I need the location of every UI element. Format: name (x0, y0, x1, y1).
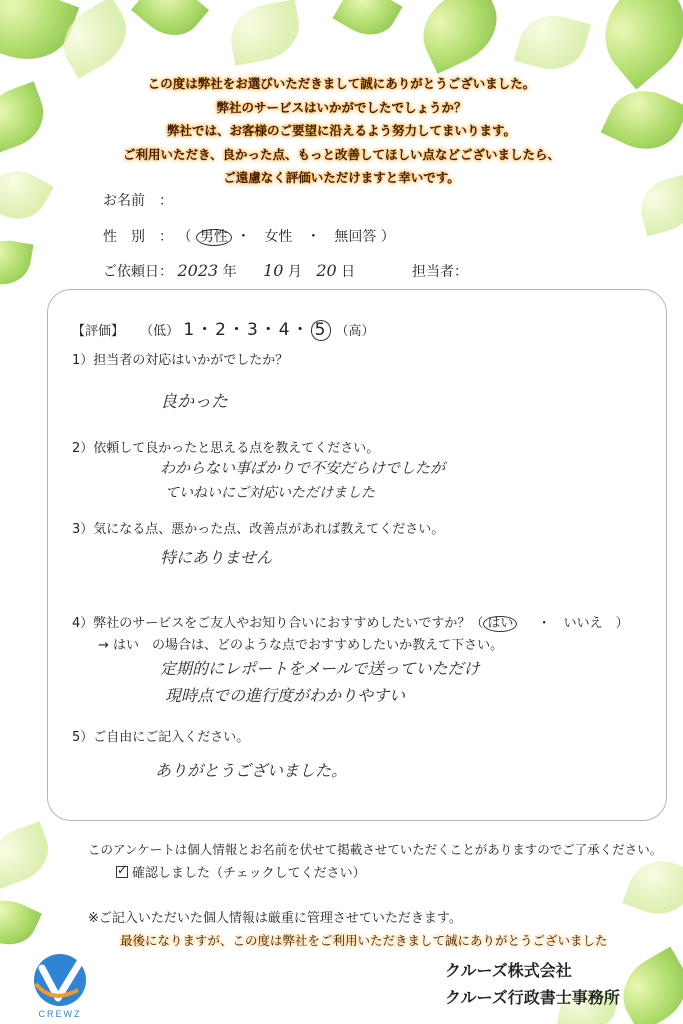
privacy-note: ※ご記入いただいた個人情報は厳重に管理させていただきます。 (88, 911, 462, 926)
question-5: 5）ご自由にご記入ください。 (72, 730, 250, 745)
office-name: クルーズ行政書士事務所 (445, 988, 620, 1007)
rating-low: （低） (140, 324, 180, 339)
rating-scale: 1・2・3・4・ (183, 320, 311, 340)
rating-high: （高） (335, 324, 375, 339)
consent-note: このアンケートは個人情報とお名前を伏せて掲載させていただくことがありますのでご了承ください。 (88, 842, 663, 857)
question-1: 1）担当者の対応はいかがでしたか？ (72, 353, 289, 368)
rating-selected: 5 (311, 320, 332, 341)
question-4-options: ・ いいえ ） (537, 616, 629, 631)
header-line: ご遠慮なく評価いただけますと幸いです。 (223, 170, 460, 185)
answer-3: 特にありません (160, 548, 273, 567)
gender-male-selected: 男性 (196, 229, 232, 246)
question-4-yes-selected: はい (483, 616, 517, 632)
answer-2-line-1: わからない事ばかりで不安だらけでしたが (160, 459, 446, 477)
crewz-logo (22, 950, 98, 1020)
date-year-unit: 年 (222, 264, 237, 280)
gender-label: 性 別 ： (103, 229, 173, 245)
answer-4-line-2: 現時点での進行度がわかりやすい (165, 686, 406, 705)
question-3: 3）気になる点、悪かった点、改善点があれば教えてください。 (72, 522, 445, 537)
staff-label: 担当者： (412, 264, 468, 280)
header-line: ご利用いただき、良かった点、もっと改善してほしい点などございましたら、 (122, 146, 560, 162)
consent-check-row (116, 862, 366, 881)
company-name: クルーズ株式会社 (445, 961, 572, 980)
date-month: 10 (263, 261, 284, 280)
date-label: ご依頼日： (103, 264, 173, 280)
date-day-unit: 日 (341, 264, 356, 280)
rating-row (72, 315, 375, 341)
answer-2-line-2: ていねいにご対応いただけました (165, 485, 375, 501)
question-2: 2）依頼して良かったと思える点を教えてください。 (72, 441, 380, 456)
header-message (0, 72, 683, 190)
consent-checkbox[interactable] (116, 866, 128, 878)
consent-check-label: 確認しました（チェックしてください） (132, 866, 366, 881)
answer-5: ありがとうございました。 (155, 761, 348, 780)
date-row (103, 261, 355, 281)
closing-message: 最後になりますが、この度は弊社をご利用いただきまして誠にありがとうございました (120, 933, 608, 948)
gender-open: （ (177, 229, 192, 245)
date-day: 20 (316, 261, 337, 280)
svg-text:CREWZ: CREWZ (38, 1009, 82, 1019)
answer-4-line-1: 定期的にレポートをメールで送っていただけ (160, 659, 480, 678)
date-year: 2023 (177, 261, 219, 280)
gender-row (103, 226, 395, 246)
header-line: この度は弊社をお選びいただきまして誠にありがとうございました。 (147, 76, 536, 91)
question-4-text: 4）弊社のサービスをご友人やお知り合いにおすすめしたいですか？（ (72, 616, 484, 631)
rating-label: 【評価】 (72, 324, 125, 339)
header-line: 弊社のサービスはいかがでしたでしょうか？ (216, 99, 467, 115)
date-month-unit: 月 (287, 264, 302, 280)
question-4-sub: → はい の場合は、どのような点でおすすめしたいか教えて下さい。 (98, 638, 504, 653)
question-4 (72, 612, 629, 632)
header-line: 弊社では、お客様のご要望に沿えるよう努力してまいります。 (166, 123, 516, 138)
name-label: お名前 ： (103, 193, 173, 209)
gender-options: ・ 女性 ・ 無回答 (236, 229, 377, 245)
gender-close: ） (380, 229, 395, 245)
answer-1: 良かった (160, 392, 228, 412)
